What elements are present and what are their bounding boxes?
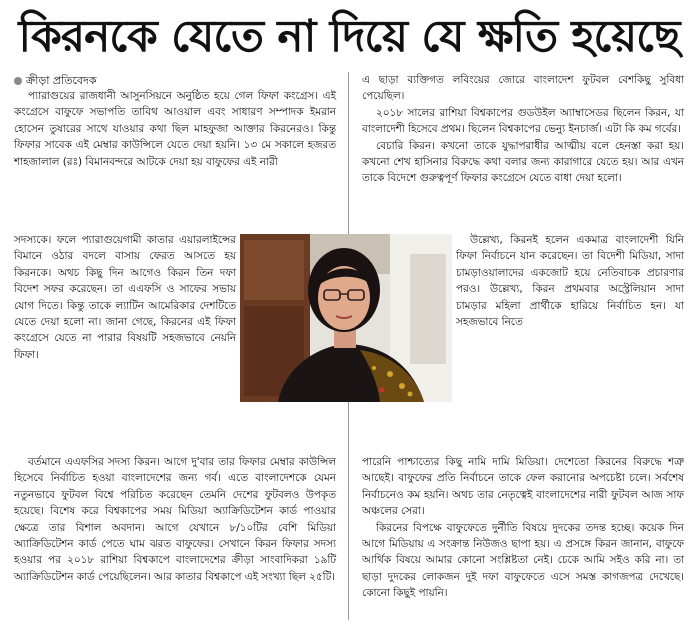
article-column-left-top <box>14 88 336 170</box>
article-column-left-mid <box>14 232 236 363</box>
article-column-left-bottom <box>14 454 336 585</box>
byline <box>14 74 97 88</box>
paragraph: সদস্যকে। ফলে প্যারাগুয়েগামী কাতার এয়ারলাইন্সের বিমানে ওঠার বদলে বাসায় ফেরত আসতে হয় কিরনকে। অথচ কিছু দিন আগেও কিরন তিন দফা বিদেশ সফর করেছেন। তা এএফসি ও সাফের সভায় যোগ দিতে। কিন্তু তাকে ল্যাটিন আমেরিকার দেশটিতে যেতে দেয়া হলো না। জানা গেছে, কিরনের এই ফিফা কংগ্রেসে যেতে না পারার বিষয়টি সহজভাবে নেয়নি ফিফা। <box>14 234 236 361</box>
paragraph: ২০১৮ সালের রাশিয়া বিশ্বকাপের গুডউইল অ্যাম্বাসেডর ছিলেন কিরন, যা বাংলাদেশী হিসেবে প্রথম। ছিলেন বিশ্বকাপের ভেন্যু ইনচার্জ। এটা কি কম গর্বের। <box>362 106 684 136</box>
article-column-right-top <box>362 72 684 187</box>
paragraph: বেচারি কিরন। কখনো তাকে যুদ্ধাপরাধীর আত্মীয় বলে হেনস্তা করা হয়। কখনো শেখ হাসিনার বিরুদ্ধে কথা বলার জন্য কারাগারে যেতে হয়। আর এখন তাকে বিদেশে গুরুত্বপূর্ণ ফিফার কংগ্রেসে যেতে বাধা দেয়া হলো। <box>362 139 684 185</box>
portrait-photo <box>240 234 452 402</box>
paragraph: প্যারাগুয়ের রাজধানী আসুনসিয়নে অনুষ্ঠিত হয়ে গেল ফিফা কংগ্রেস। এই কংগ্রেসে বাফুফে সভাপতি তাবিথ আওয়াল এবং সাধারণ সম্পাদক ইমরান হোসেন তুষারের সাথে যাওয়ার কথা ছিল মাহফুজা আক্তার কিরনেরও। কিন্তু ফিফার সাবেক এই মেম্বার কাউন্সিলে যেতে দেয়া হয়নি। ১৩ মে সকালে হজরত শাহজালাল (রঃ) বিমানবন্দরে আটকে দেয়া হয় বাফুফের এই নারী <box>14 90 336 168</box>
paragraph: উল্লেখ্য, কিরনই হলেন একমাত্র বাংলাদেশী যিনি ফিফা নির্বাচনে যান করেছেন। তা বিদেশী মিডিয়া, সাদা চামড়াওয়ালাদের একজোট হয়ে নেতিবাচক প্রচারণার পরও। উল্লেখ্য, কিরন প্রথমবার অস্ট্রেলিয়ান সাদা চামড়ার মহিলা প্রার্থীকে হারিয়ে নির্বাচিত হন। যা সহজভাবে নিতে <box>456 234 684 329</box>
article-column-right-bottom <box>362 454 684 602</box>
headline: কিরনকে যেতে না দিয়ে যে ক্ষতি হয়েছে <box>18 11 680 62</box>
paragraph: পারেনি পাশ্চাত্যের কিছু নামি দামি মিডিয়া। দেশেতো কিরনের বিরুদ্ধে শত্রু আছেই। বাফুফের প্রতি নির্বাচনে তাকে ফেল করানোর অপচেষ্টা চলে। সর্বশেষ নির্বাচনেও কম হয়নি। অথচ তার নেতৃত্বেই বাংলাদেশের নারী ফুটবল আজ সাফ অঞ্চলের সেরা। <box>362 456 684 518</box>
article-column-right-mid <box>456 232 684 330</box>
bullet-icon <box>14 77 22 85</box>
paragraph: এ ছাড়া ব্যক্তিগত লবিংয়ের জোরে বাংলাদেশ ফুটবল বেশকিছু সুবিধা পেয়েছিল। <box>362 74 684 103</box>
byline-text: ক্রীড়া প্রতিবেদক <box>26 74 97 87</box>
paragraph: বর্তমানে এএফসির সদস্য কিরন। আগে দু'বার তার ফিফার মেম্বার কাউন্সিল হিসেবে নির্বাচিত হওয়া বাংলাদেশের জন্য গর্ব। এতে বাংলাদেশকে যেমন নতুনভাবে ফুটবল বিশ্বে পরিচিত করেছেন তেমনি দেশের ফুটবলও উপকৃত হয়েছে। বিশেষ করে বিশ্বকাপের সময় মিডিয়া অ্যাক্রিডিটেশন কার্ড পাওয়ার ক্ষেত্রে তার বিশাল অবদান। আগে যেখানে ৮/১০টির বেশি মিডিয়া অ্যাক্রিডিটেশন কার্ড পেতে ঘাম ঝরত বাফুফের। সেখানে কিরন ফিফার সদস্য হওয়ার পর ২০১৮ রাশিয়া বিশ্বকাপে বাংলাদেশের ক্রীড়া সাংবাদিকরা ১৯টি অ্যাক্রিডিটেশন কার্ড পেয়েছিলেন। আর কাতার বিশ্বকাপে এই সংখ্যা ছিল ২৫টি। <box>14 456 336 583</box>
paragraph: কিরনের বিপক্ষে বাফুফেতে দুর্নীতি বিষয়ে দুদকের তদন্ত হচ্ছে। কয়েক দিন আগে মিডিয়ায় এ সংক্রান্ত নিউজও ছাপা হয়। এ প্রসঙ্গে কিরন জানান, বাফুফে আর্থিক বিষয়ে আমার কোনো সংশ্লিষ্টতা নেই। চেকে আমি সইও করি না। তা ছাড়া দুদকের লোকজন দুই দফা বাফুফেতে এসে সমস্ত কাগজপত্র দেখেছে। কোনো কিছুই পায়নি। <box>362 521 684 600</box>
